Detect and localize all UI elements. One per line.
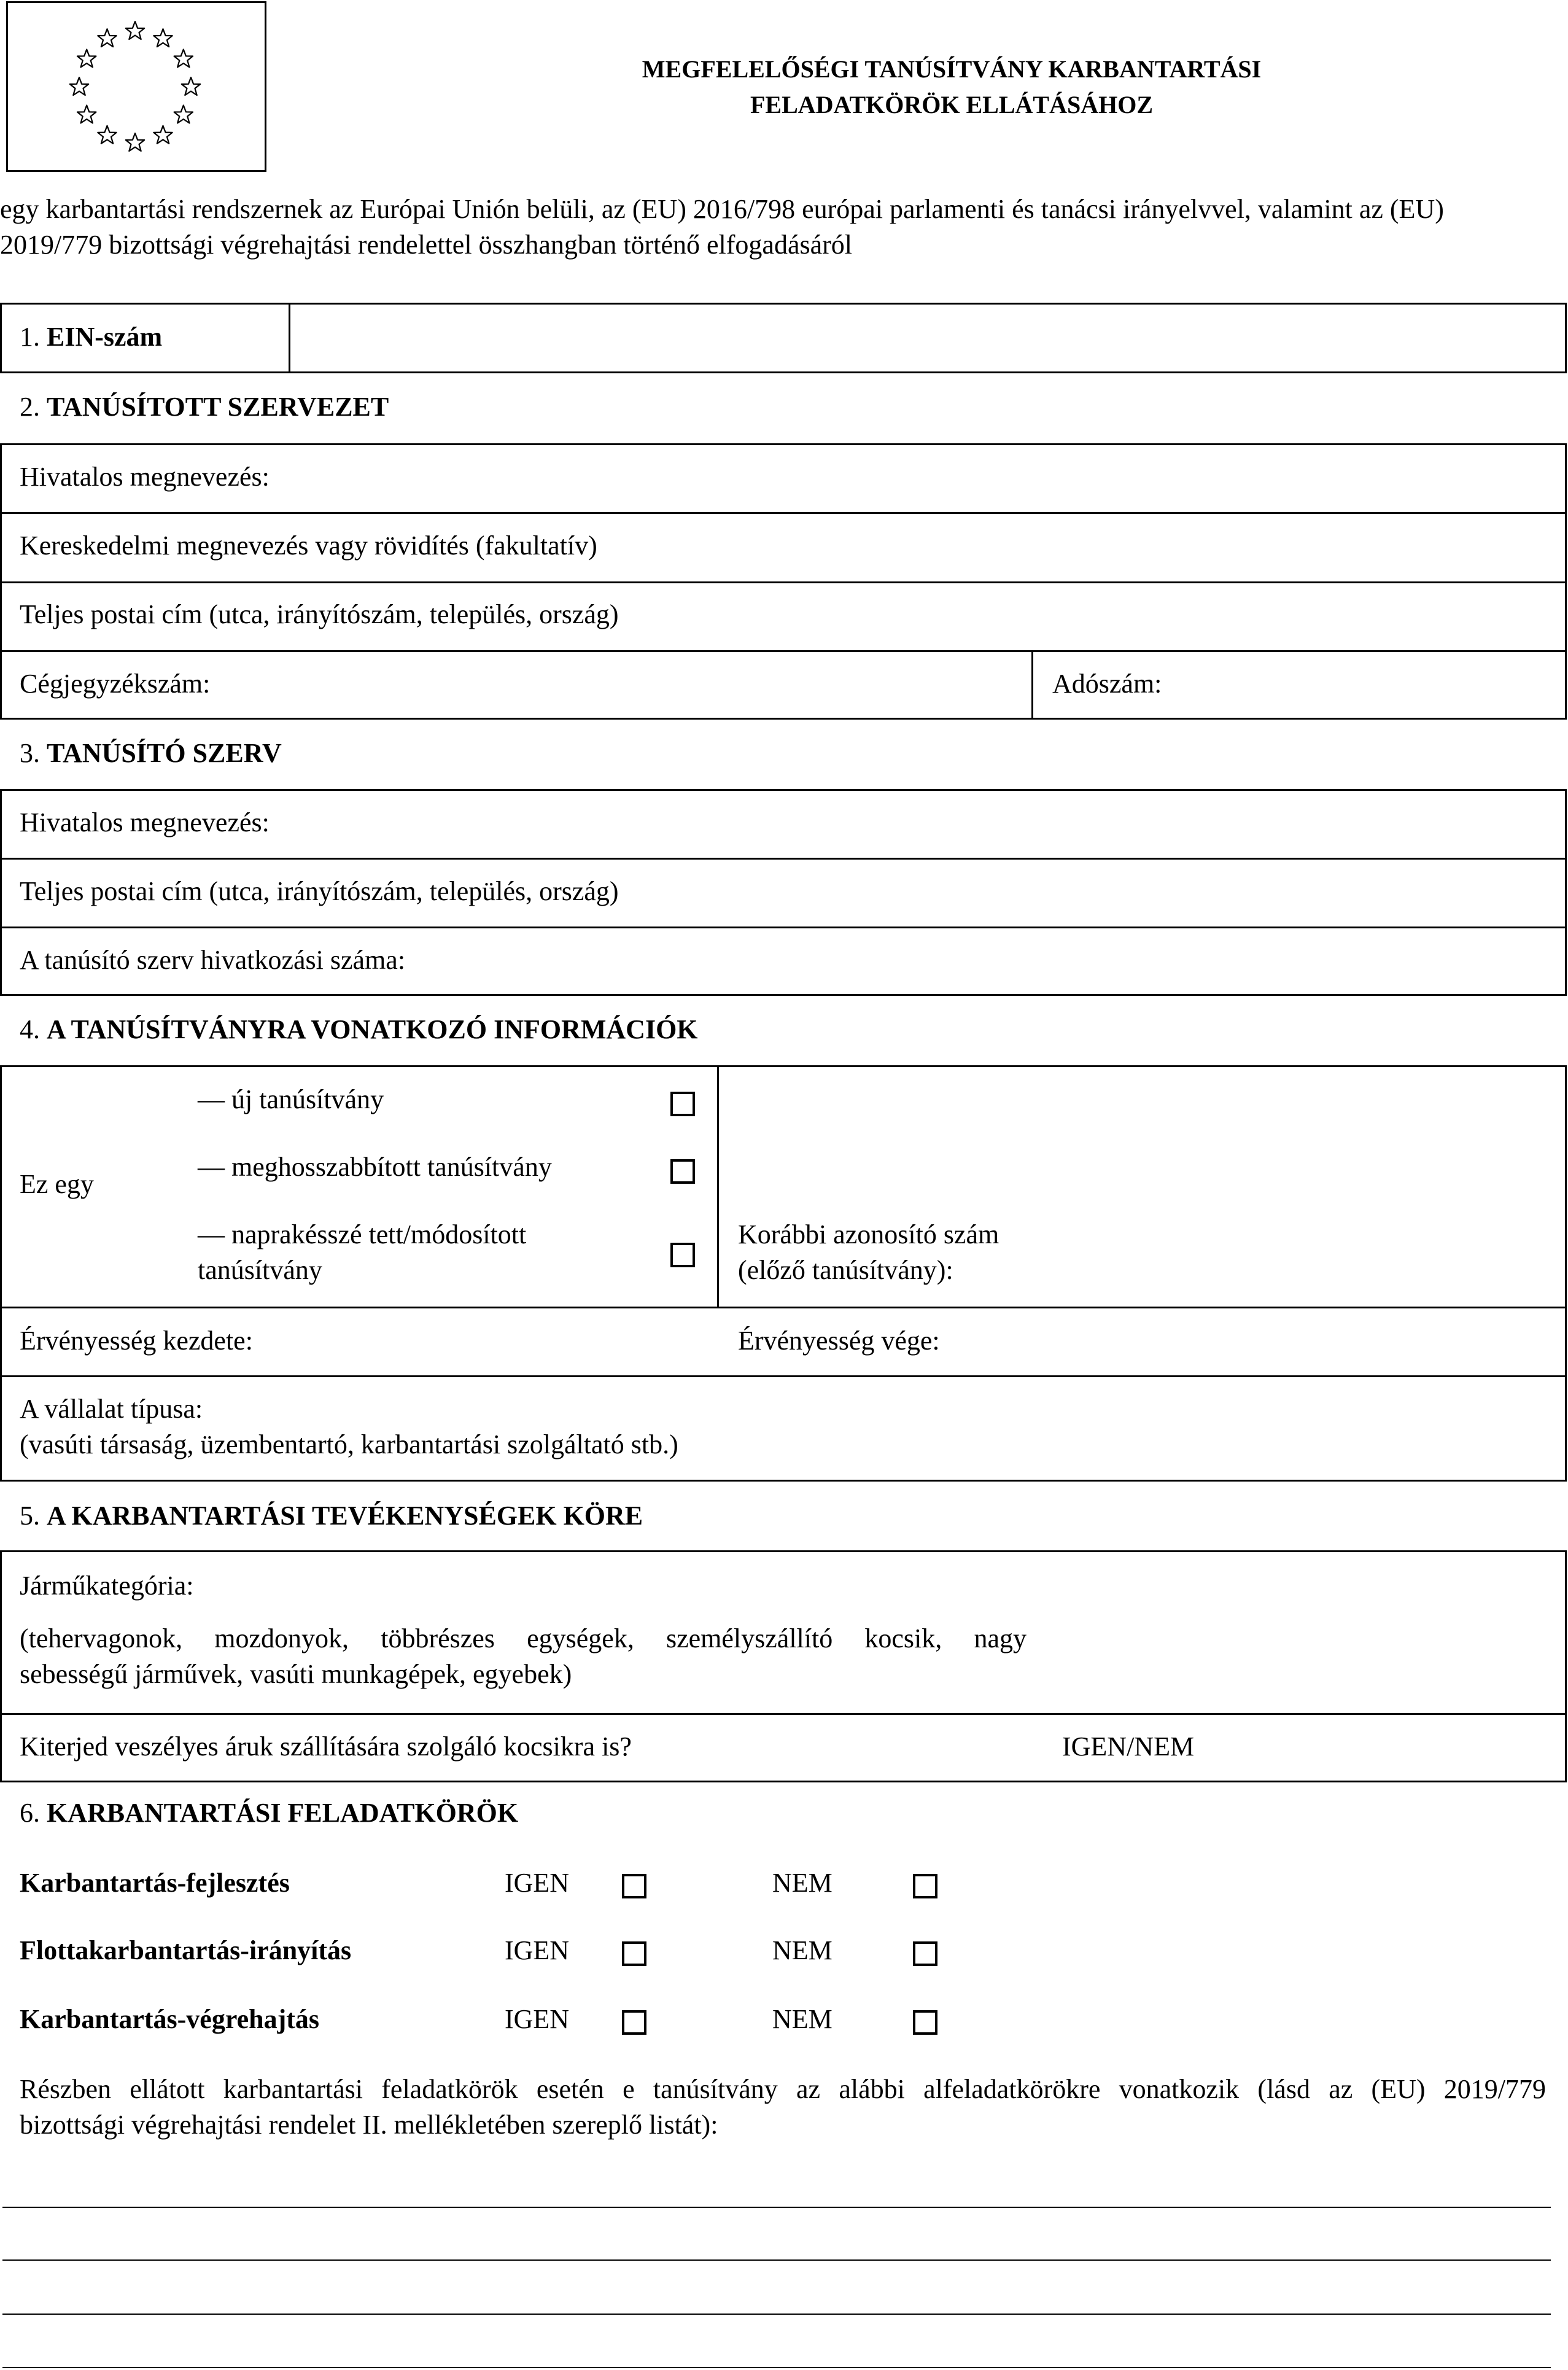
fill-in-line[interactable] (2, 2207, 1551, 2208)
fill-in-line[interactable] (2, 2367, 1551, 2368)
yes-label: IGEN (505, 2004, 570, 2034)
dangerous-goods-question: Kiterjed veszélyes áruk szállítására szolgáló kocsikra is? (20, 1731, 632, 1762)
partial-functions-text-line2: bizottsági végrehajtási rendelet II. mellékletében szereplő listát): (20, 2110, 718, 2140)
intro-line1: egy karbantartási rendszernek az Európai Unión belüli, az (EU) 2016/798 európai parlamenti és tanácsi irányelvvel, valamint az (EU) (0, 194, 1444, 224)
ein-field[interactable] (291, 305, 1564, 371)
option-renewed-certificate: — meghosszabbított tanúsítvány (198, 1152, 552, 1182)
new-certificate-checkbox[interactable] (670, 1092, 695, 1116)
document-title-line1: MEGFELELŐSÉGI TANÚSÍTVÁNY KARBANTARTÁSI (642, 55, 1262, 83)
section4-heading: 4. A TANÚSÍTVÁNYRA VONATKOZÓ INFORMÁCIÓK (20, 1014, 698, 1044)
fill-in-line[interactable] (2, 2259, 1551, 2261)
function-maintenance-delivery: Karbantartás-végrehajtás (20, 2004, 319, 2034)
previous-id-label-line1: Korábbi azonosító szám (738, 1219, 999, 1249)
no-label: NEM (772, 2004, 833, 2034)
certificate-type-label: Ez egy (20, 1169, 94, 1199)
renewed-certificate-checkbox[interactable] (670, 1159, 695, 1184)
document-title-line2: FELADATKÖRÖK ELLÁTÁSÁHOZ (750, 91, 1154, 118)
section3-heading: 3. TANÚSÍTÓ SZERV (20, 738, 282, 768)
vehicle-category-list-line1: (tehervagonok, mozdonyok, többrészes egységek, személyszállító kocsik, nagy (20, 1623, 1027, 1653)
maintenance-delivery-yes-checkbox[interactable] (622, 2010, 646, 2035)
eu-flag-logo (6, 1, 266, 172)
section2-heading: 2. TANÚSÍTOTT SZERVEZET (20, 392, 389, 422)
updated-certificate-checkbox[interactable] (670, 1243, 695, 1267)
maintenance-delivery-no-checkbox[interactable] (913, 2010, 937, 2035)
function-maintenance-development: Karbantartás-fejlesztés (20, 1868, 290, 1898)
option-updated-certificate-line2: tanúsítvány (198, 1255, 322, 1285)
certified-trade-name: Kereskedelmi megnevezés vagy rövidítés (fakultatív) (20, 530, 597, 561)
maintenance-development-no-checkbox[interactable] (913, 1874, 937, 1898)
yes-label: IGEN (505, 1935, 570, 1965)
registry-number-label: Cégjegyzékszám: (20, 669, 211, 699)
partial-functions-text-line1: Részben ellátott karbantartási feladatkörök esetén e tanúsítvány az alábbi alfeladatkörökre vonatkozik (lásd az (EU) 2019/779 (20, 2074, 1546, 2104)
certified-official-name: Hivatalos megnevezés: (20, 462, 270, 492)
body-official-name: Hivatalos megnevezés: (20, 807, 270, 837)
dangerous-goods-answer: IGEN/NEM (1062, 1731, 1195, 1762)
body-address: Teljes postai cím (utca, irányítószám, település, ország) (20, 876, 619, 906)
valid-from-label: Érvényesség kezdete: (20, 1326, 253, 1356)
certified-address: Teljes postai cím (utca, irányítószám, település, ország) (20, 599, 619, 629)
valid-to-label: Érvényesség vége: (738, 1326, 940, 1356)
no-label: NEM (772, 1935, 833, 1965)
yes-label: IGEN (505, 1868, 570, 1898)
no-label: NEM (772, 1868, 833, 1898)
body-reference-number: A tanúsító szerv hivatkozási száma: (20, 945, 406, 975)
intro-line2: 2019/779 bizottsági végrehajtási rendelettel összhangban történő elfogadásáról (0, 230, 852, 260)
fill-in-line[interactable] (2, 2314, 1551, 2315)
fleet-maintenance-no-checkbox[interactable] (913, 1941, 937, 1966)
tax-number-label: Adószám: (1052, 669, 1162, 699)
company-type-examples: (vasúti társaság, üzembentartó, karbantartási szolgáltató stb.) (20, 1429, 678, 1459)
ein-label: 1. EIN-szám (20, 322, 163, 352)
vehicle-category-list-line2: sebességű járművek, vasúti munkagépek, egyebek) (20, 1659, 572, 1689)
previous-id-label-line2: (előző tanúsítvány): (738, 1255, 953, 1285)
fleet-maintenance-yes-checkbox[interactable] (622, 1941, 646, 1966)
function-fleet-maintenance-management: Flottakarbantartás-irányítás (20, 1935, 352, 1965)
section5-heading: 5. A KARBANTARTÁSI TEVÉKENYSÉGEK KÖRE (20, 1501, 643, 1531)
vehicle-category-label: Járműkategória: (20, 1571, 194, 1601)
maintenance-development-yes-checkbox[interactable] (622, 1874, 646, 1898)
eu-stars-icon (6, 1, 266, 172)
company-type-label: A vállalat típusa: (20, 1394, 203, 1424)
option-updated-certificate-line1: — naprakésszé tett/módosított (198, 1219, 527, 1249)
section6-heading: 6. KARBANTARTÁSI FELADATKÖRÖK (20, 1798, 519, 1828)
option-new-certificate: — új tanúsítvány (198, 1084, 384, 1114)
